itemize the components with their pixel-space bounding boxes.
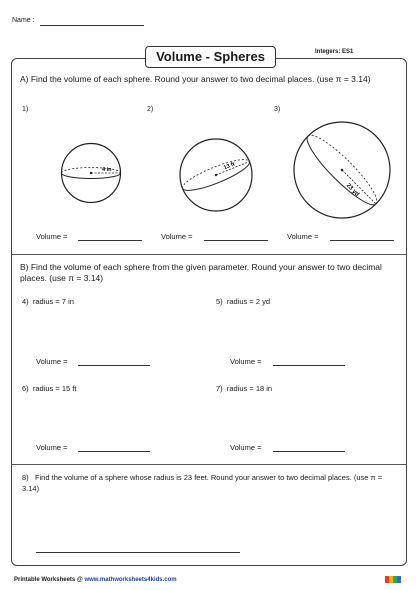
problem-4-number: 4) <box>22 297 29 306</box>
problem-6-text: radius = 15 ft <box>32 384 77 393</box>
problem-4 <box>22 297 74 306</box>
problem-2-volume-label: Volume = <box>161 232 193 241</box>
footer <box>14 577 177 583</box>
name-label: Name : <box>12 17 35 24</box>
problem-7-number: 7) <box>216 384 223 393</box>
brand-logo-icon <box>385 575 401 584</box>
problem-5-answer-line[interactable] <box>273 365 345 366</box>
problem-6-answer-line[interactable] <box>78 451 150 452</box>
problem-8-text: Find the volume of a sphere whose radius is 23 feet. Round your answer to two decimal places. (use π = 3.14) <box>22 473 383 493</box>
sphere-2-radius-label: 13 ft <box>223 161 236 172</box>
sphere-3-radius-label: 23 yd <box>344 182 360 198</box>
problem-4-text: radius = 7 in <box>32 297 74 306</box>
problem-8 <box>22 472 392 494</box>
problem-3-answer-line[interactable] <box>330 240 394 241</box>
problem-5-number: 5) <box>216 297 223 306</box>
problem-1-volume-label: Volume = <box>36 232 68 241</box>
section-b-instructions: B) Find the volume of each sphere from the given parameter. Round your answer to two decimal places. (use π = 3.14) <box>20 262 382 283</box>
footer-label: Printable Worksheets @ <box>14 577 83 583</box>
worksheet-code: Integers: ES1 <box>315 49 354 55</box>
name-blank-line[interactable] <box>40 25 144 26</box>
problem-6 <box>22 384 76 393</box>
problem-4-volume-label: Volume = <box>36 357 68 366</box>
problem-7-volume-label: Volume = <box>230 443 262 452</box>
worksheet-title: Volume - Spheres <box>145 46 276 68</box>
problem-2-answer-line[interactable] <box>204 240 268 241</box>
problem-8-answer-line[interactable] <box>36 552 240 553</box>
section-divider <box>11 254 407 255</box>
sphere-1-radius-label: 4 in <box>102 167 112 173</box>
problem-7-answer-line[interactable] <box>273 451 345 452</box>
problem-6-volume-label: Volume = <box>36 443 68 452</box>
problem-4-answer-line[interactable] <box>78 365 150 366</box>
problem-1-answer-line[interactable] <box>78 240 142 241</box>
problem-5 <box>216 297 270 306</box>
problem-6-number: 6) <box>22 384 29 393</box>
problem-8-number: 8) <box>22 473 29 482</box>
problem-7 <box>216 384 272 393</box>
sphere-1-figure <box>58 140 124 206</box>
sphere-3-figure <box>290 118 394 222</box>
problem-3-number: 3) <box>274 106 281 113</box>
problem-2-number: 2) <box>147 106 154 113</box>
footer-url-link[interactable]: www.mathworksheets4kids.com <box>84 577 177 583</box>
problem-5-text: radius = 2 yd <box>226 297 270 306</box>
problem-1-number: 1) <box>22 106 29 113</box>
sphere-2-figure <box>176 135 256 215</box>
section-divider <box>11 464 407 465</box>
problem-7-text: radius = 18 in <box>226 384 273 393</box>
problem-3-volume-label: Volume = <box>287 232 319 241</box>
section-a-instructions: A) Find the volume of each sphere. Round your answer to two decimal places. (use π = 3.14) <box>20 74 371 84</box>
problem-5-volume-label: Volume = <box>230 357 262 366</box>
